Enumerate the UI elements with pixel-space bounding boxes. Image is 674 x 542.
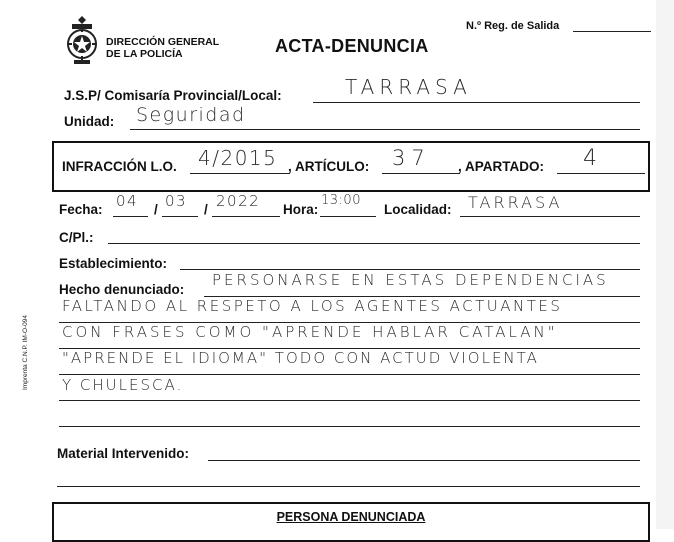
establecimiento-field[interactable]: [180, 269, 640, 270]
localidad-field[interactable]: [460, 216, 640, 217]
hecho-text-line-3: CON FRASES COMO "APRENDE HABLAR CATALAN": [62, 323, 558, 341]
material-line-2[interactable]: [57, 486, 640, 487]
fecha-month-field[interactable]: [162, 216, 198, 217]
hecho-line-4[interactable]: [59, 374, 640, 375]
material-label: Material Intervenido:: [57, 446, 190, 461]
police-emblem-icon: [64, 14, 100, 70]
material-field[interactable]: [208, 460, 640, 461]
org-line-1: DIRECCIÓN GENERAL: [106, 36, 220, 48]
fecha-year: 2022: [216, 192, 261, 210]
hecho-label: Hecho denunciado:: [59, 282, 185, 297]
establecimiento-label: Establecimiento:: [59, 256, 168, 271]
hecho-line-5[interactable]: [59, 400, 640, 401]
apartado-field[interactable]: [557, 173, 645, 174]
articulo-label: , ARTÍCULO:: [288, 159, 370, 174]
localidad-value: TARRASA: [468, 193, 563, 212]
org-line-2: DE LA POLICÍA: [106, 48, 183, 60]
unidad-value: Seguridad: [136, 104, 246, 126]
scan-edge: [656, 0, 674, 529]
cpi-field[interactable]: [108, 243, 640, 244]
persona-denunciada-box: [52, 502, 650, 542]
articulo-value: 37: [392, 146, 431, 170]
comisaria-label: J.S.P/ Comisaría Provincial/Local:: [64, 88, 282, 103]
reg-salida-label: N.º Reg. de Salida: [466, 20, 560, 32]
hora-value: 13:00: [321, 193, 361, 208]
hora-field[interactable]: [320, 216, 376, 217]
infraccion-label: INFRACCIÓN L.O.: [62, 159, 177, 174]
localidad-label: Localidad:: [384, 202, 452, 217]
hecho-line-6[interactable]: [59, 426, 640, 427]
fecha-year-field[interactable]: [212, 216, 280, 217]
infraccion-field[interactable]: [190, 173, 290, 174]
unidad-field[interactable]: [130, 129, 640, 130]
fecha-label: Fecha:: [59, 202, 103, 217]
articulo-field[interactable]: [382, 173, 460, 174]
comisaria-value: TARRASA: [345, 75, 472, 99]
printer-side-text: Imprenta C.N.P. IM-O-094: [22, 314, 29, 390]
fecha-month: 03: [165, 192, 188, 210]
fecha-day: 04: [116, 192, 139, 210]
cpi-label: C/Pl.:: [59, 230, 94, 245]
page-title: ACTA-DENUNCIA: [275, 36, 429, 56]
fecha-day-field[interactable]: [113, 216, 148, 217]
infraccion-value: 4/2015: [198, 146, 278, 170]
hecho-text-line-2: FALTANDO AL RESPETO A LOS AGENTES ACTUANTES: [62, 297, 563, 315]
persona-denunciada-heading: PERSONA DENUNCIADA: [276, 510, 426, 524]
hecho-text-line-1: PERSONARSE EN ESTAS DEPENDENCIAS: [212, 271, 609, 289]
comisaria-field[interactable]: [313, 102, 640, 103]
unidad-label: Unidad:: [64, 114, 115, 129]
reg-salida-field[interactable]: [573, 31, 651, 32]
hora-label: Hora:: [283, 202, 319, 217]
apartado-label: , APARTADO:: [458, 159, 544, 174]
fecha-separator-2: /: [204, 202, 208, 217]
organization-name: [106, 36, 219, 60]
fecha-separator-1: /: [154, 202, 158, 217]
apartado-value: 4: [583, 146, 599, 171]
hecho-text-line-5: Y CHULESCA.: [62, 376, 184, 394]
hecho-text-line-4: "APRENDE EL IDIOMA" TODO CON ACTUD VIOLENTA: [62, 349, 539, 367]
